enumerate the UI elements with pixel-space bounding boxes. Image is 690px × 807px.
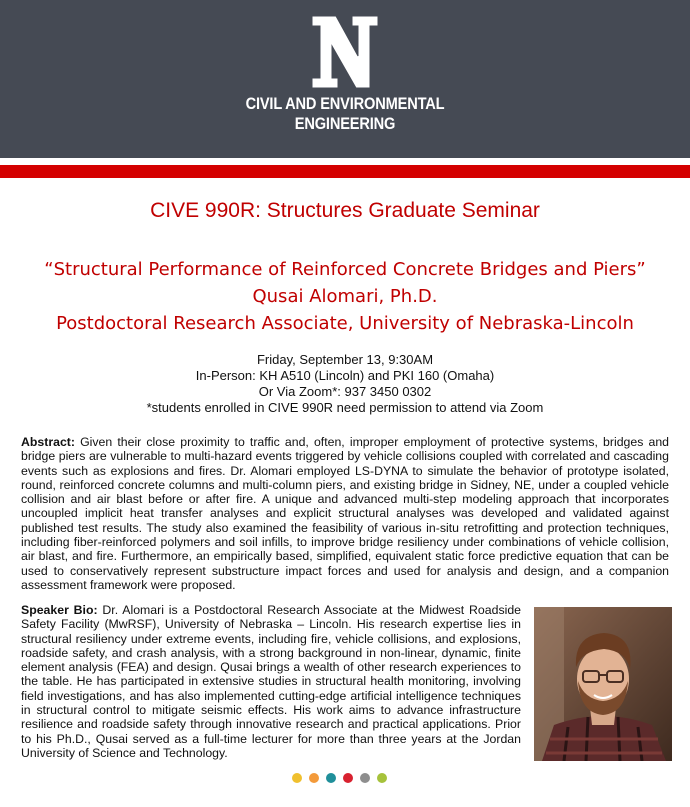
header-divider	[0, 158, 690, 165]
dot-orange	[309, 773, 319, 783]
department-name	[48, 94, 641, 134]
talk-block	[0, 256, 690, 337]
speaker-bio-paragraph	[21, 603, 521, 760]
header-banner	[0, 0, 690, 158]
speaker-affiliation: Postdoctoral Research Associate, University of Nebraska-Lincoln	[56, 313, 634, 334]
department-line-2: ENGINEERING	[294, 114, 396, 133]
abstract-text: Given their close proximity to traffic and, often, improper employment of protective systems, bridges and bridge piers are vulnerable to multi-hazard events triggered by vehicle collisions coupled with correlated and cascading events such as explosions and fires. Dr. Alomari employed LS-DYNA to simulate the behavior of prototype isolated, round, reinforced concrete columns and multi-column piers, and existing bridge in Sidney, NE, under a coupled vehicle collision and air blast before or after fire. A unique and advanced multi-step modeling approach that incorporates uncoupled implicit heat transfer analyses and explicit structural analyses was developed and validated against published test results. The study also examined the feasibility of various in-situ retrofitting and protection techniques, including fiber-reinforced polymers and soil infills, to improve bridge resiliency under combinations of vehicle collision, air blast, and fire. Furthermore, an empirically based, simplified, equivalent static force predictive equation that can be used to conservatively represent substructure impact forces and used for analysis and design, and a companion assessment framework were proposed.	[21, 435, 669, 592]
zoom-meeting-id: Or Via Zoom*: 937 3450 0302	[258, 384, 432, 399]
bio-label: Speaker Bio:	[21, 603, 98, 617]
event-location: In-Person: KH A510 (Lincoln) and PKI 160 (Omaha)	[195, 368, 495, 383]
speaker-name: Qusai Alomari, Ph.D.	[252, 286, 438, 307]
bio-text: Dr. Alomari is a Postdoctoral Research Associate at the Midwest Roadside Safety Facility (MwRSF), University of Nebraska – Lincoln. His research expertise lies in structural resiliency under extreme events, including fire, vehicle collisions, and explosions, roadside safety, and crash analysis, with a strong background in non-linear, dynamic, finite element analysis (FEA) and design. Qusai brings a wealth of other research experiences to the table. He has participated in extensive studies in structural health monitoring, involving field investigations, and has also implemented cutting-edge artificial intelligence techniques in structural control to mitigate seismic effects. His work aims to advance infrastructure resilience and roadside safety through innovative research and practical applications. Prior to his Ph.D., Qusai served as a full-time lecturer for more than three years at the Jordan University of Science and Technology.	[21, 603, 521, 760]
department-line-1: CIVIL AND ENVIRONMENTAL	[245, 94, 445, 113]
speaker-photo	[534, 607, 672, 761]
abstract-label: Abstract:	[21, 435, 75, 449]
decorative-dots	[292, 773, 387, 783]
zoom-note: *students enrolled in CIVE 990R need permission to attend via Zoom	[146, 400, 544, 415]
abstract-paragraph	[21, 435, 669, 592]
dot-red	[343, 773, 353, 783]
event-date-time: Friday, September 13, 9:30AM	[256, 352, 434, 367]
nebraska-n-logo	[310, 14, 380, 90]
talk-title: “Structural Performance of Reinforced Concrete Bridges and Piers”	[44, 259, 646, 280]
dot-green	[377, 773, 387, 783]
dot-teal	[326, 773, 336, 783]
event-logistics	[0, 352, 690, 416]
dot-yellow	[292, 773, 302, 783]
seminar-title: CIVE 990R: Structures Graduate Seminar	[150, 199, 540, 222]
red-stripe	[0, 165, 690, 178]
dot-gray	[360, 773, 370, 783]
